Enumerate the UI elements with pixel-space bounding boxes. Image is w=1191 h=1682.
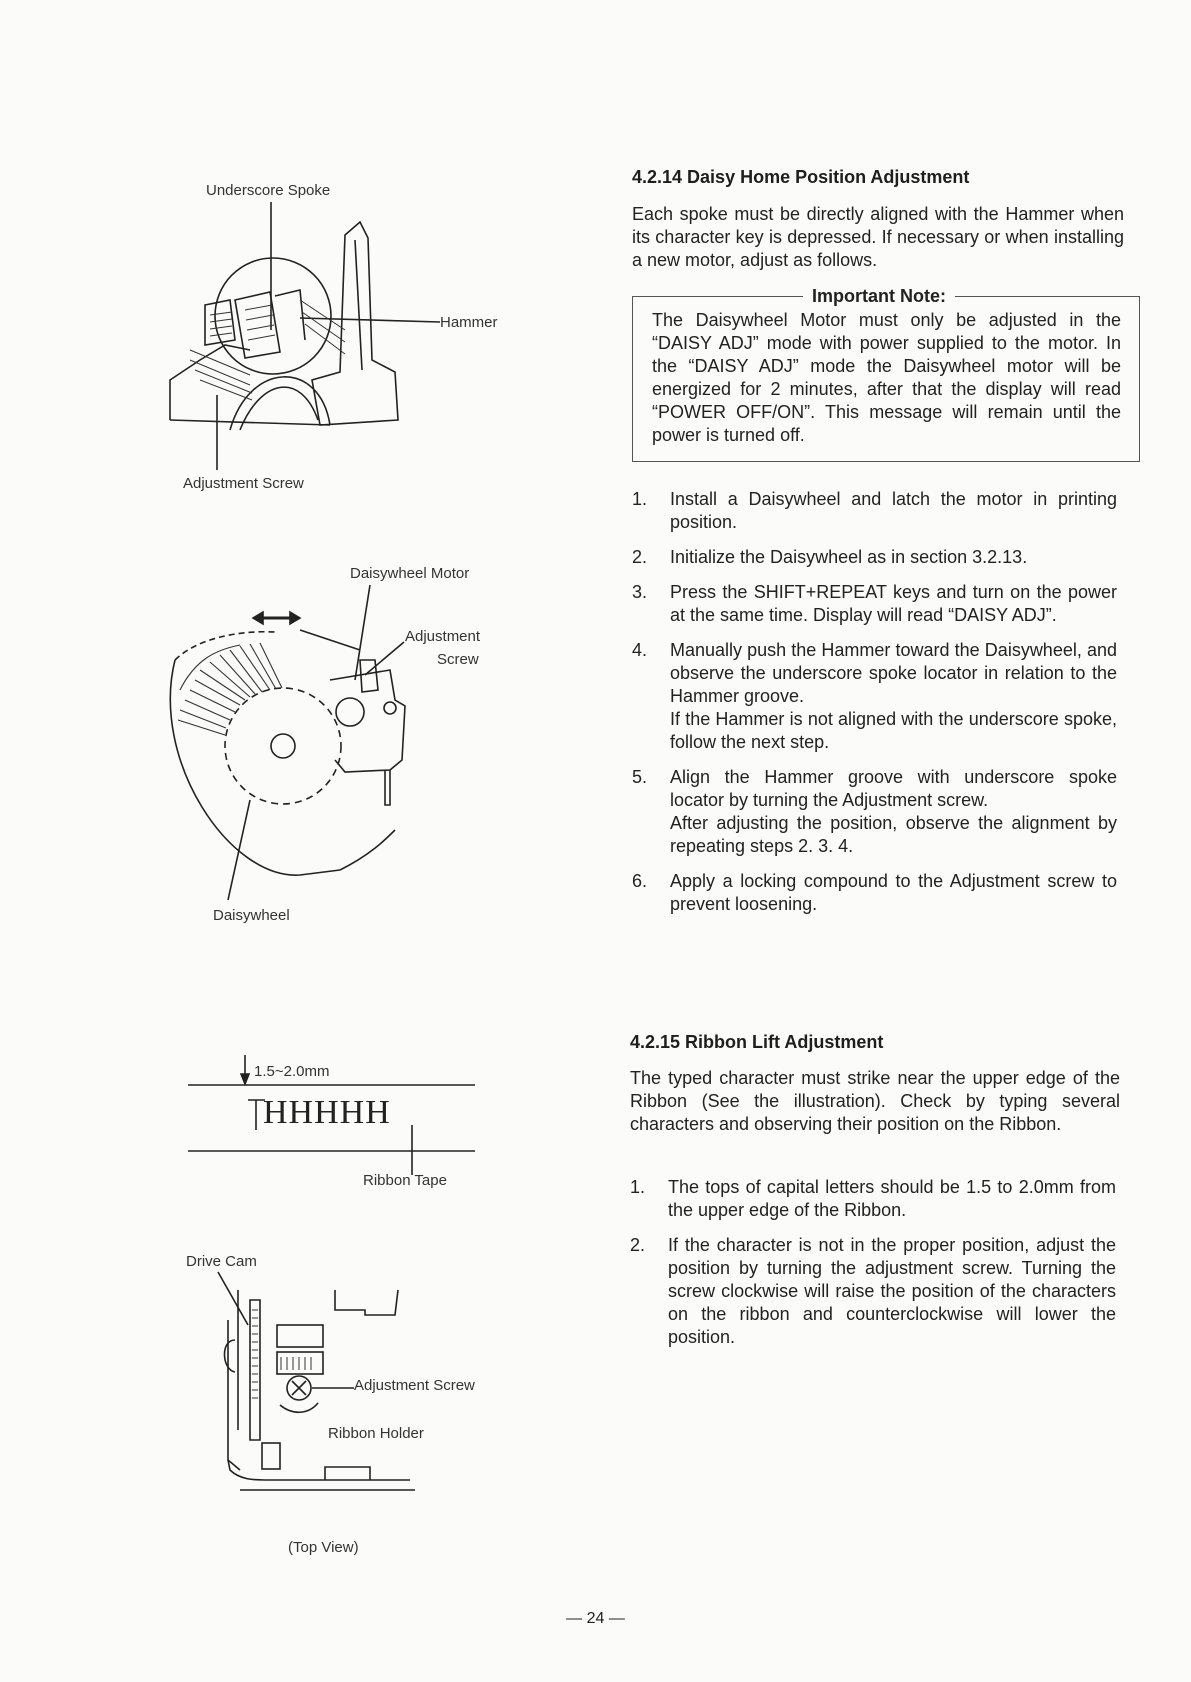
label-daisywheel-motor: Daisywheel Motor	[350, 565, 470, 582]
section-4-2-14-intro: Each spoke must be directly aligned with the Hammer when its character key is depressed. If necessary or when installing a new motor, adjust as follows.	[632, 204, 1124, 270]
label-underscore-spoke: Underscore Spoke	[206, 182, 331, 199]
section-4-2-14-steps	[632, 488, 1117, 916]
section-4-2-15-steps	[630, 1176, 1116, 1349]
label-adjustment-screw-2: Adjustment Screw	[354, 1377, 475, 1394]
label-drive-cam: Drive Cam	[186, 1253, 257, 1270]
label-daisywheel: Daisywheel	[213, 907, 290, 924]
step-item: 2. Initialize the Daisywheel as in section 3.2.13.	[632, 547, 1028, 567]
important-note-header	[633, 285, 1139, 307]
important-note-title: Important Note:	[803, 286, 955, 307]
step-item: 1. Install a Daisywheel and latch the motor in printing position.	[632, 489, 1117, 532]
label-top-view: (Top View)	[288, 1539, 359, 1556]
step-item: 3. Press the SHIFT+REPEAT keys and turn on the power at the same time. Display will read “DAISY ADJ”.	[632, 582, 1117, 625]
important-note-box	[632, 285, 1140, 462]
page-number: — 24 —	[566, 1610, 625, 1627]
label-hammer: Hammer	[440, 314, 498, 331]
step-item: 1. The tops of capital letters should be 1.5 to 2.0mm from the upper edge of the Ribbon.	[630, 1177, 1116, 1220]
label-adjustment: Adjustment	[405, 628, 481, 645]
step-item: 4. Manually push the Hammer toward the Daisywheel, and observe the underscore spoke locator in relation to the Hammer groove. If the Hammer is not aligned with the underscore spoke, follow the next step.	[632, 640, 1117, 752]
label-measure: 1.5~2.0mm	[254, 1063, 330, 1080]
label-adjustment-screw-1: Adjustment Screw	[183, 475, 304, 492]
section-4-2-15-intro: The typed character must strike near the upper edge of the Ribbon (See the illustration). Check by typing several characters and observing their position on the Ribbon.	[630, 1068, 1120, 1134]
label-ribbon-tape: Ribbon Tape	[363, 1172, 447, 1189]
step-item: 2. If the character is not in the proper position, adjust the position by turning the adjustment screw. Turning the screw clockwise will raise the position of the characters on the ribbon and counterclockwise will lower the position.	[630, 1235, 1116, 1347]
step-item: 6. Apply a locking compound to the Adjustment screw to prevent loosening.	[632, 871, 1117, 914]
label-screw: Screw	[437, 651, 479, 668]
step-item: 5. Align the Hammer groove with underscore spoke locator by turning the Adjustment screw. After adjusting the position, observe the alignment by repeating steps 2. 3. 4.	[632, 767, 1117, 856]
label-ribbon-holder: Ribbon Holder	[328, 1425, 424, 1442]
sample-typed-text: HHHHH	[263, 1094, 391, 1131]
important-note-text: The Daisywheel Motor must only be adjusted in the “DAISY ADJ” mode with power supplied to the motor. In the “DAISY ADJ” mode the Daisywheel motor will be energized for 2 minutes, after that the display will read “POWER OFF/ON”. This message will remain until the power is turned off.	[652, 310, 1121, 445]
section-4-2-14-title: 4.2.14 Daisy Home Position Adjustment	[632, 167, 970, 187]
section-4-2-15-title: 4.2.15 Ribbon Lift Adjustment	[630, 1032, 884, 1052]
